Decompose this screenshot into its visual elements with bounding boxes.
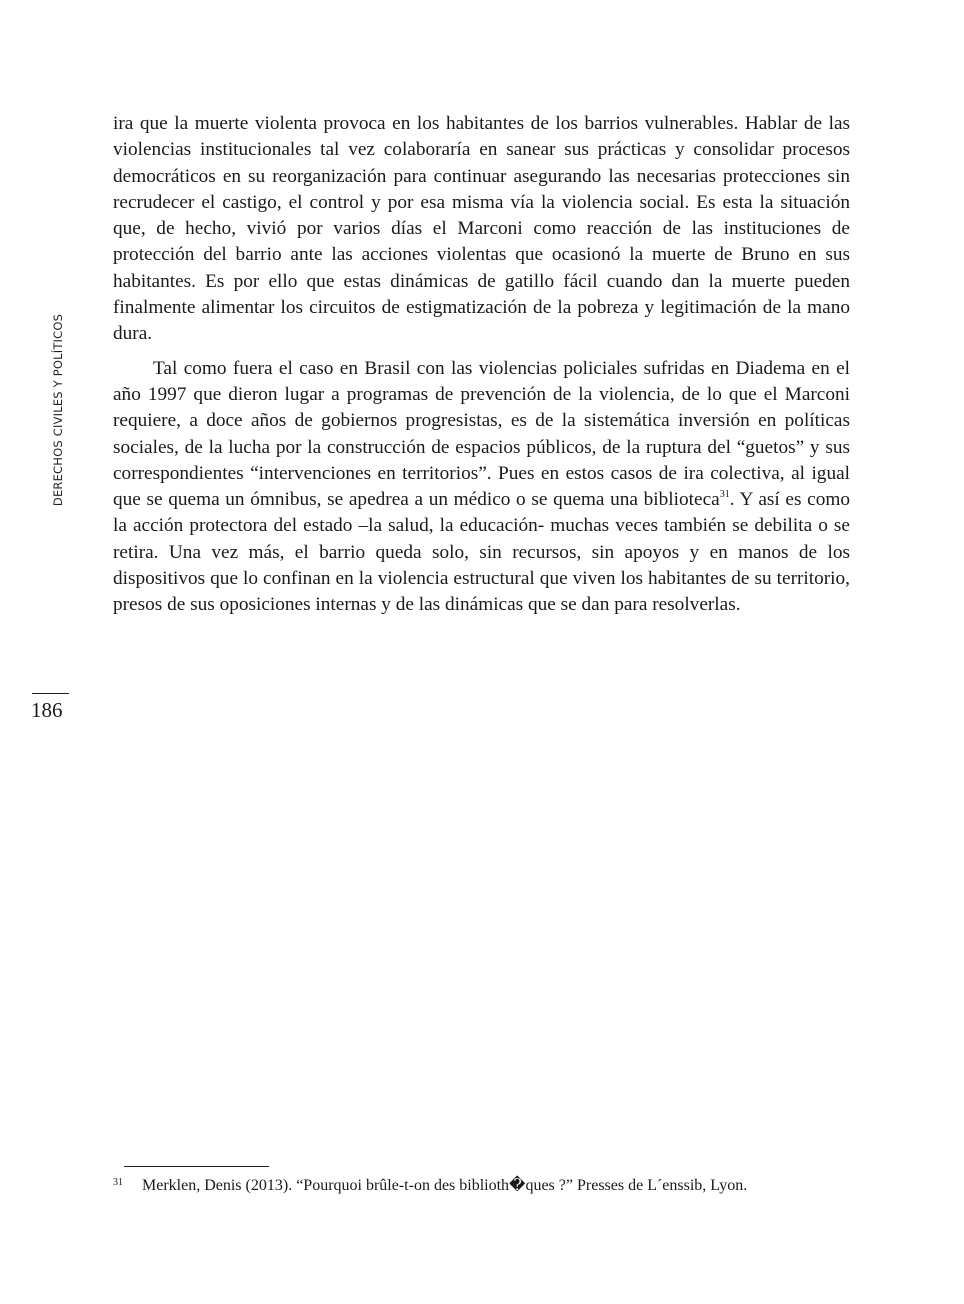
running-header: DERECHOS CIVILES Y POLÍTICOS bbox=[51, 313, 65, 507]
footnote-separator bbox=[124, 1166, 269, 1167]
footnote-text: Merklen, Denis (2013). “Pourquoi brûle-t-on des biblioth�ques ?” Presses de L´enssib, Lyon. bbox=[142, 1177, 748, 1194]
paragraph-1: ira que la muerte violenta provoca en los habitantes de los barrios vulnerables. Hablar de las violencias institucionales tal vez colaboraría en sanear sus prácticas y consolidar procesos democráticos en su reorganización para continuar asegurando las necesarias protecciones sin recrudecer el castigo, el control y por esa misma vía la violencia social. Es esta la situación que, de hecho, vivió por varios días el Marconi como reacción de las instituciones de protección del barrio ante las acciones violentas que ocasionó la muerte de Bruno en sus habitantes. Es por ello que estas dinámicas de gatillo fácil cuando dan la muerte pueden finalmente alimentar los circuitos de estigmatización de la pobreza y legitimación de la mano dura. bbox=[113, 113, 850, 345]
body-text bbox=[113, 111, 850, 619]
footnote bbox=[113, 1175, 853, 1197]
footnote-number: 31 bbox=[113, 1177, 123, 1188]
paragraph-2-text-after-note: . Y así es como la acción protectora del estado –la salud, la educación- muchas veces también se debilita o se retira. Una vez más, el barrio queda solo, sin recursos, sin apoyos y en manos de los dispositivos que lo confinan en la violencia estructural que viven los habitantes de su territorio, presos de sus oposiciones internas y de las dinámicas que se dan para resolverlas. bbox=[113, 489, 850, 616]
paragraph-2-text-before-note: Tal como fuera el caso en Brasil con las violencias policiales sufridas en Diadema en el año 1997 que dieron lugar a programas de prevención de la violencia, de lo que el Marconi requiere, a doce años de gobiernos progresistas, es de la sistemática inversión en políticas sociales, de la lucha por la construcción de espacios públicos, de la ruptura del “guetos” y sus correspondientes “intervenciones en territorios”. Pues en estos casos de ira colectiva, al igual que se quema un ómnibus, se apedrea a un médico o se quema una biblioteca bbox=[113, 357, 850, 511]
page-number: 186 bbox=[31, 698, 63, 722]
footnote-reference[interactable]: 31 bbox=[719, 489, 730, 501]
page-number-rule bbox=[32, 693, 69, 694]
paragraph-2 bbox=[113, 356, 850, 619]
